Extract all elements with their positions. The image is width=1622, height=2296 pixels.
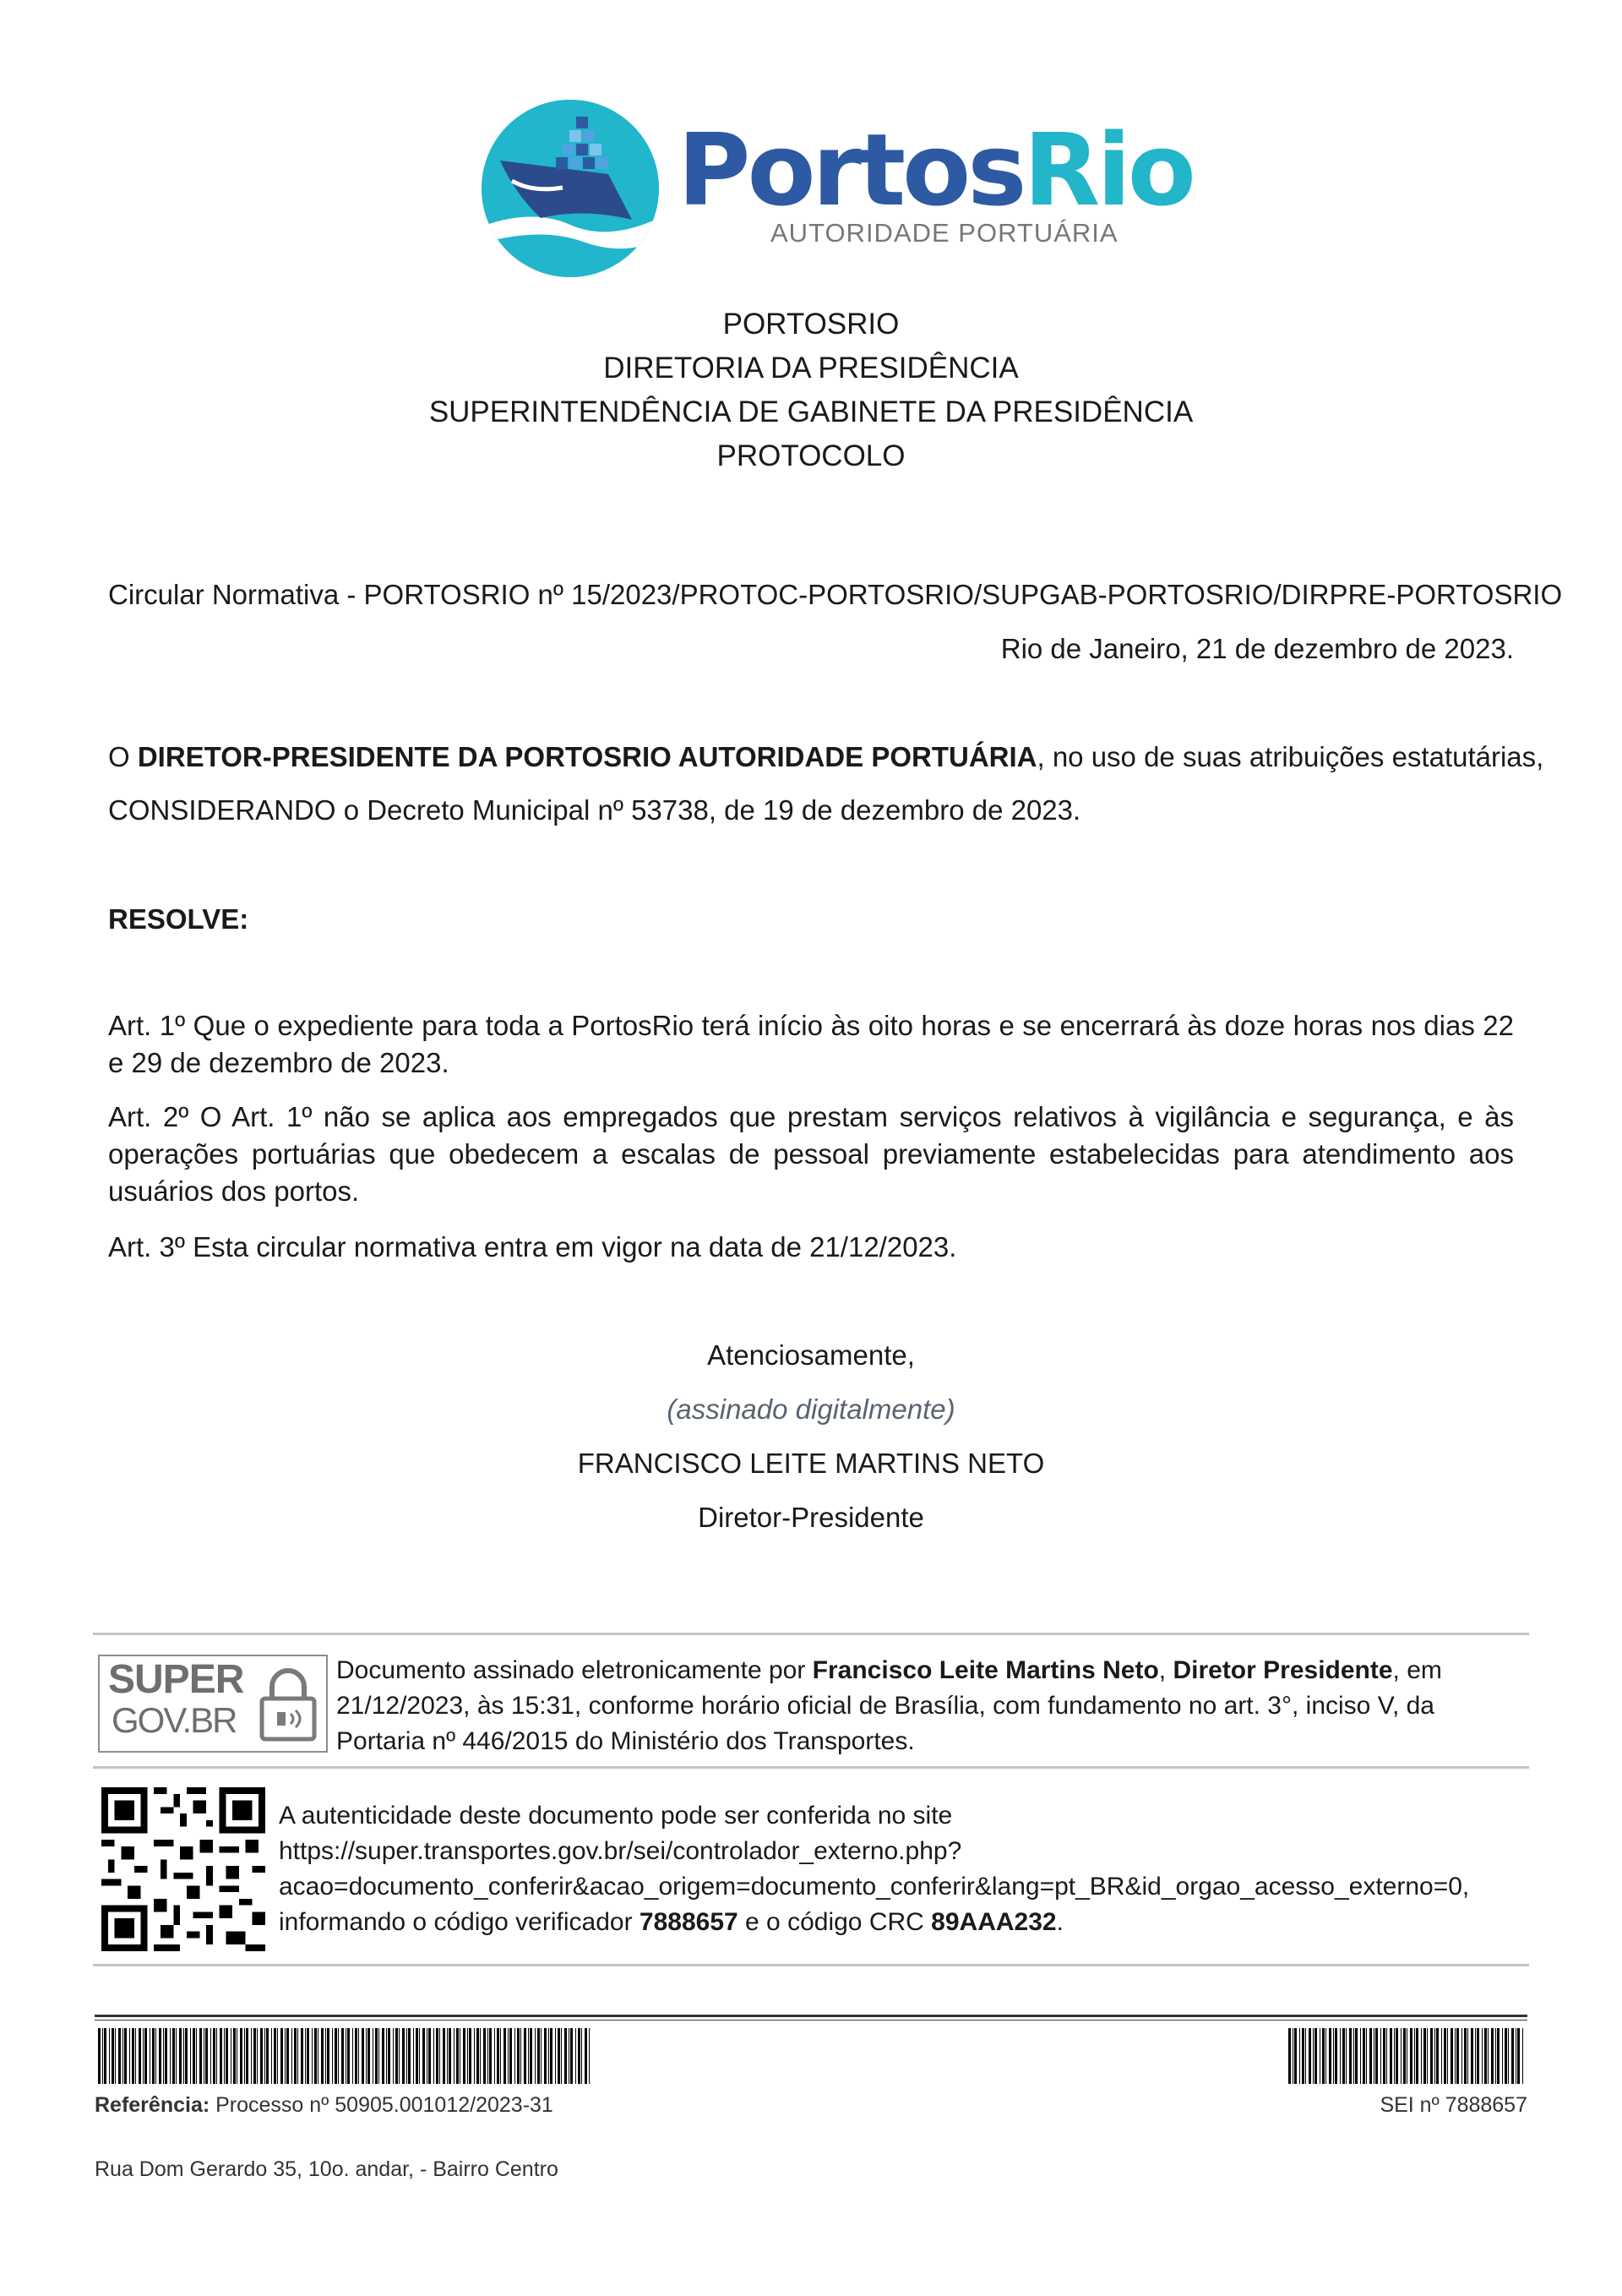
logo-name-portos: Portos — [678, 112, 1024, 228]
header-line-1: PORTOSRIO — [722, 308, 900, 341]
crc-code: 89AAA232 — [931, 1908, 1057, 1936]
barcode-right — [1288, 2028, 1525, 2084]
intro-suffix: , no uso de suas atribuições estatutárias, — [1037, 741, 1544, 772]
divider-middle — [93, 1766, 1529, 1769]
reference — [95, 2091, 553, 2119]
address: Rua Dom Gerardo 35, 10o. andar, - Bairro Centro — [95, 2157, 558, 2181]
header-line-4: PROTOCOLO — [716, 439, 906, 472]
auth-url-line-1[interactable]: https://super.transportes.gov.br/sei/controlador_externo.php? — [279, 1837, 962, 1865]
electronic-signature-text — [336, 1653, 1519, 1759]
divider-top — [93, 1633, 1529, 1635]
esig-suffix: , em 21/12/2023, às 15:31, conforme horário oficial de Brasília, com fundamento no art. 3°, inciso V, da Portaria nº 446/2015 do Ministério dos Transportes. — [336, 1656, 1442, 1755]
auth-code-prefix: informando o código verificador — [279, 1908, 640, 1936]
resolve-heading: RESOLVE: — [108, 903, 249, 935]
verifier-code: 7888657 — [639, 1908, 738, 1936]
portosrio-logo — [482, 100, 1193, 281]
auth-code-mid: e o código CRC — [738, 1908, 932, 1936]
intro-bold: DIRETOR-PRESIDENTE DA PORTOSRIO AUTORIDADE PORTUÁRIA — [137, 741, 1037, 772]
sei-number: SEI nº 7888657 — [1380, 2093, 1527, 2117]
super-govbr-logo — [98, 1655, 328, 1753]
signer-name: FRANCISCO LEITE MARTINS NETO — [577, 1448, 1045, 1479]
auth-line-1: A autenticidade deste documento pode ser conferida no site — [279, 1802, 953, 1830]
header-line-3: SUPERINTENDÊNCIA DE GABINETE DA PRESIDÊNCIA — [428, 395, 1194, 428]
intro-prefix: O — [108, 741, 138, 772]
logo-wordmark — [678, 112, 1193, 228]
ship-emblem-icon — [482, 100, 659, 277]
esig-sep: , — [1158, 1656, 1173, 1684]
document-identifier: Circular Normativa - PORTOSRIO nº 15/2023/PROTOC-PORTOSRIO/SUPGAB-PORTOSRIO/DIRPRE-PORTOSRIO — [108, 579, 1563, 610]
footer-rule — [95, 2015, 1527, 2017]
logo-subtitle: AUTORIDADE PORTUÁRIA — [770, 218, 1119, 248]
super-logo-title: SUPER — [108, 1657, 244, 1702]
esig-signer-role: Diretor Presidente — [1173, 1656, 1393, 1684]
qr-code-icon — [101, 1786, 265, 1952]
logo-name-rio: Rio — [1023, 112, 1193, 228]
header-line-2: DIRETORIA DA PRESIDÊNCIA — [603, 352, 1019, 384]
auth-line-4 — [279, 1905, 1546, 1940]
footer-rule-thin — [95, 2020, 1527, 2021]
barcode-left — [98, 2028, 592, 2084]
place-date: Rio de Janeiro, 21 de dezembro de 2023. — [1000, 633, 1514, 664]
reference-label: Referência: — [95, 2093, 210, 2117]
considerando-paragraph: CONSIDERANDO o Decreto Municipal nº 53738, de 19 de dezembro de 2023. — [108, 794, 1081, 826]
intro-paragraph — [108, 739, 1543, 776]
auth-code-suffix: . — [1056, 1908, 1064, 1936]
article-1: Art. 1º Que o expediente para toda a PortosRio terá início às oito horas e se encerrará às doze horas nos dias 22 e 29 de dezembro de 2023. — [108, 1010, 1514, 1078]
article-2: Art. 2º O Art. 1º não se aplica aos empregados que prestam serviços relativos à vigilância e segurança, e às operações portuárias que obedecem a escalas de pessoal previamente estabelecidas para atendimento aos usuários dos portos. — [108, 1101, 1514, 1207]
esig-prefix: Documento assinado eletronicamente por — [336, 1656, 813, 1684]
esig-signer: Francisco Leite Martins Neto — [812, 1656, 1159, 1684]
govbr-logo-text: GOV.BR — [112, 1700, 237, 1740]
article-3: Art. 3º Esta circular normativa entra em vigor na data de 21/12/2023. — [108, 1231, 957, 1263]
authenticity-text — [279, 1798, 1546, 1940]
digital-signature-note: (assinado digitalmente) — [667, 1393, 955, 1425]
padlock-icon — [259, 1666, 318, 1742]
signer-role: Diretor-Presidente — [698, 1502, 924, 1533]
divider-bottom — [93, 1964, 1529, 1966]
closing: Atenciosamente, — [707, 1339, 915, 1371]
auth-url-line-2[interactable]: acao=documento_conferir&acao_origem=documento_conferir&lang=pt_BR&id_orgao_acesso_externo=0, — [279, 1873, 1470, 1901]
reference-value: Processo nº 50905.001012/2023-31 — [210, 2093, 553, 2117]
